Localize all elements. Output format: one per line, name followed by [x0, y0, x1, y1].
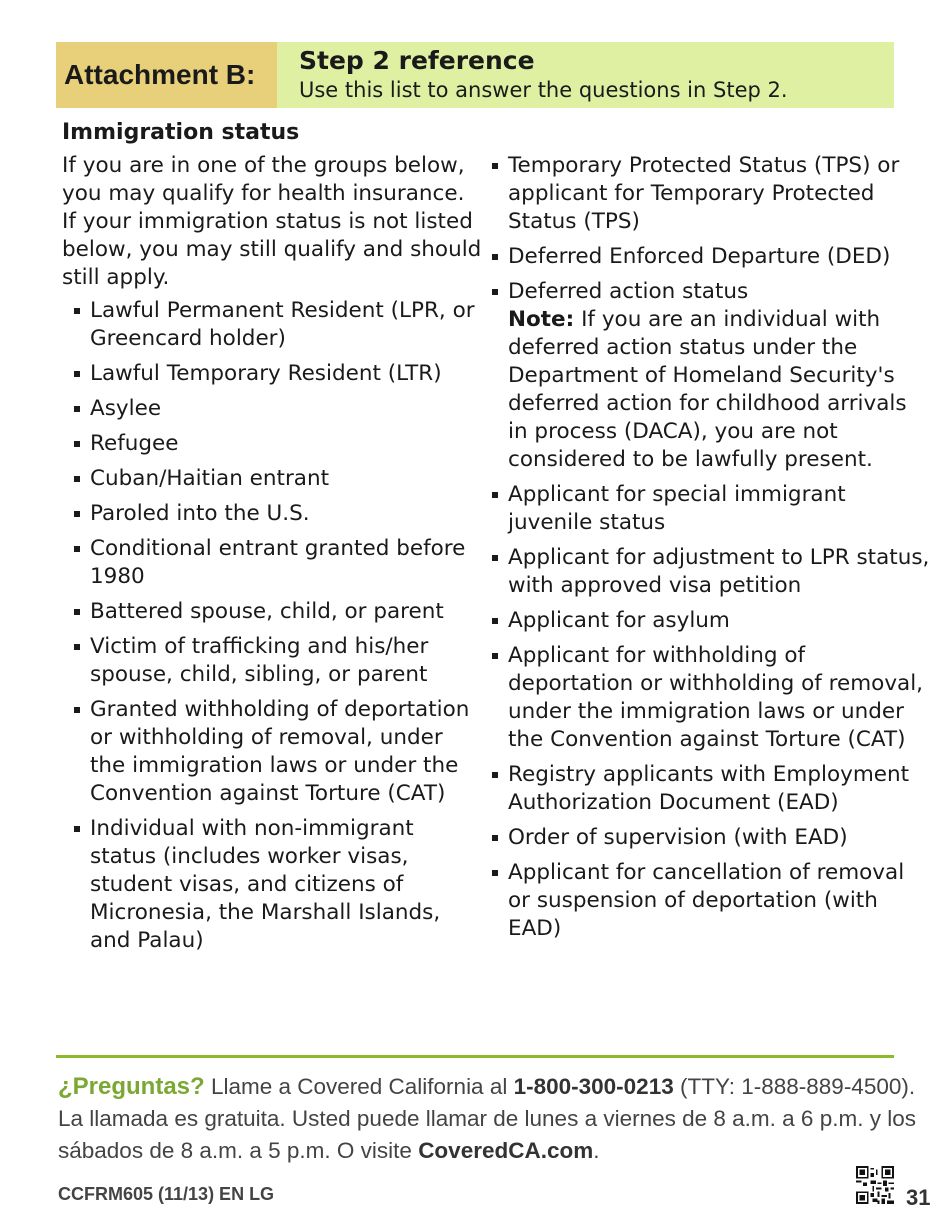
- bullet-icon: [74, 707, 80, 713]
- header-subtitle: Use this list to answer the questions in Step 2.: [299, 78, 788, 102]
- bullet-icon: [492, 555, 498, 561]
- list-item: Paroled into the U.S.: [74, 500, 482, 528]
- bullet-icon: [492, 492, 498, 498]
- bullet-icon: [74, 308, 80, 314]
- bullet-icon: [492, 835, 498, 841]
- status-list-right: [492, 152, 932, 943]
- header-title: Step 2 reference: [299, 46, 535, 75]
- bullet-icon: [74, 609, 80, 615]
- left-column: [62, 152, 482, 962]
- list-item: Lawful Permanent Resident (LPR, or Greencard holder): [74, 297, 482, 353]
- bullet-icon: [74, 546, 80, 552]
- list-item: Asylee: [74, 395, 482, 423]
- intro-paragraph: If you are in one of the groups below, you may qualify for health insurance. If your immigration status is not listed below, you may still qualify and should still apply.: [62, 153, 482, 290]
- list-item: Applicant for special immigrant juvenile status: [492, 481, 932, 537]
- list-item: Granted withholding of deportation or withholding of removal, under the immigration laws or under the Convention against Torture (CAT): [74, 696, 482, 808]
- bullet-icon: [492, 772, 498, 778]
- list-item: Battered spouse, child, or parent: [74, 598, 482, 626]
- list-item: Cuban/Haitian entrant: [74, 465, 482, 493]
- header-title-box: [277, 42, 894, 108]
- list-item: Individual with non-immigrant status (includes worker visas, student visas, and citizens of Micronesia, the Marshall Islands, and Palau): [74, 815, 482, 955]
- list-item: Refugee: [74, 430, 482, 458]
- status-list-left: [74, 297, 482, 955]
- list-item: Applicant for adjustment to LPR status, with approved visa petition: [492, 544, 932, 600]
- footer-contact: ¿Preguntas? Llame a Covered California al 1-800-300-0213 (TTY: 1-888-889-4500). La llamada es gratuita. Usted puede llamar de lunes a viernes de 8 a.m. a 6 p.m. y los sábados de 8 a.m. a 5 p.m. O visite CoveredCA.com.: [58, 1073, 916, 1163]
- attachment-header: [56, 42, 894, 108]
- list-item: Deferred Enforced Departure (DED): [492, 243, 932, 271]
- qr-code-icon: [856, 1166, 894, 1204]
- bullet-icon: [74, 441, 80, 447]
- page-number: 31: [906, 1185, 931, 1210]
- list-item: Order of supervision (with EAD): [492, 824, 932, 852]
- phone-number[interactable]: 1-800-300-0213: [513, 1074, 674, 1099]
- bullet-icon: [492, 653, 498, 659]
- note-label: Note:: [508, 307, 575, 332]
- footer-divider: [56, 1055, 894, 1058]
- attachment-label: Attachment B:: [64, 59, 256, 90]
- bullet-icon: [74, 476, 80, 482]
- right-column: [492, 152, 932, 950]
- list-item: Victim of trafficking and his/her spouse, child, sibling, or parent: [74, 633, 482, 689]
- bullet-icon: [492, 254, 498, 260]
- list-item: Applicant for withholding of deportation or withholding of removal, under the immigration laws or under the Convention against Torture (CAT): [492, 642, 932, 754]
- list-item: Conditional entrant granted before 1980: [74, 535, 482, 591]
- section-heading: Immigration status: [62, 120, 300, 145]
- list-item: Applicant for cancellation of removal or suspension of deportation (with EAD): [492, 859, 932, 943]
- bullet-icon: [492, 870, 498, 876]
- note-text: If you are an individual with deferred action status under the Department of Homeland Security's deferred action for childhood arrivals in process (DACA), you are not considered to be lawfully present.: [508, 307, 907, 472]
- list-item: Applicant for asylum: [492, 607, 932, 635]
- bullet-icon: [74, 644, 80, 650]
- bullet-icon: [74, 371, 80, 377]
- bullet-icon: [74, 406, 80, 412]
- bullet-icon: [492, 163, 498, 169]
- list-item: Lawful Temporary Resident (LTR): [74, 360, 482, 388]
- bullet-icon: [492, 618, 498, 624]
- list-item: Registry applicants with Employment Authorization Document (EAD): [492, 761, 932, 817]
- list-item: Deferred action status Note: If you are an individual with deferred action status under the Department of Homeland Security's deferred action for childhood arrivals in process (DACA), you are not considered to be lawfully present.: [492, 278, 932, 474]
- bullet-icon: [492, 289, 498, 295]
- form-code: CCFRM605 (11/13) EN LG: [58, 1184, 275, 1204]
- list-item: Temporary Protected Status (TPS) or applicant for Temporary Protected Status (TPS): [492, 152, 932, 236]
- website-link[interactable]: CoveredCA.com: [418, 1138, 594, 1163]
- bullet-icon: [74, 511, 80, 517]
- bullet-icon: [74, 826, 80, 832]
- attachment-label-box: [56, 42, 277, 108]
- questions-label: ¿Preguntas?: [58, 1073, 205, 1100]
